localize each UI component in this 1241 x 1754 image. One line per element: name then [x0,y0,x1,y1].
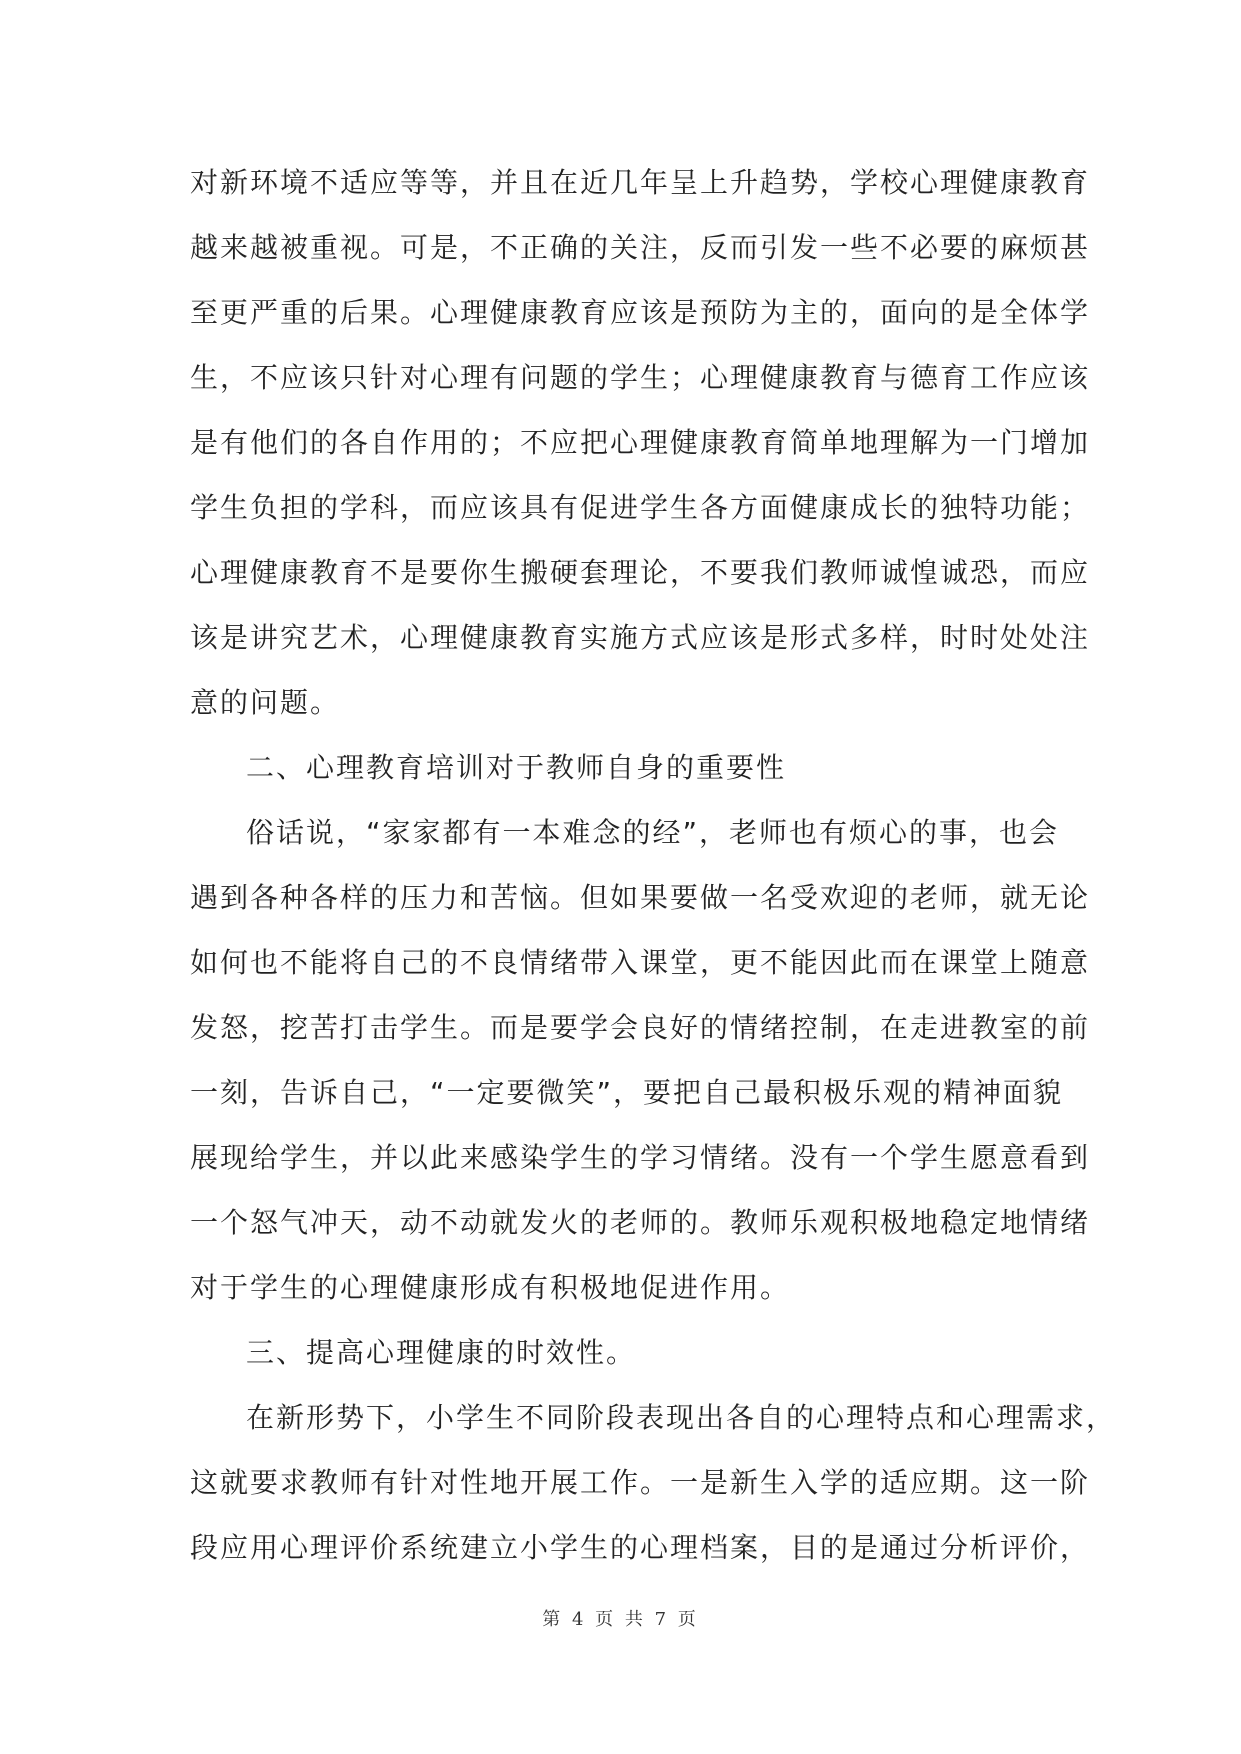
text-line: 遇到各种各样的压力和苦恼。但如果要做一名受欢迎的老师，就无论 [190,881,1091,914]
text-line: 俗话说，“家家都有一本难念的经”，老师也有烦心的事，也会 [246,816,1060,849]
text-line: 至更严重的后果。心理健康教育应该是预防为主的，面向的是全体学 [190,296,1091,329]
section-heading: 二、心理教育培训对于教师自身的重要性 [246,751,787,784]
text-line: 段应用心理评价系统建立小学生的心理档案，目的是通过分析评价， [190,1531,1091,1564]
text-line: 一刻，告诉自己，“一定要微笑”，要把自己最积极乐观的精神面貌 [190,1076,1064,1109]
text-line: 在新形势下，小学生不同阶段表现出各自的心理特点和心理需求， [246,1401,1117,1434]
text-line: 越来越被重视。可是，不正确的关注，反而引发一些不必要的麻烦甚 [190,231,1091,264]
text-line: 如何也不能将自己的不良情绪带入课堂，更不能因此而在课堂上随意 [190,946,1091,979]
text-line: 发怒，挖苦打击学生。而是要学会良好的情绪控制，在走进教室的前 [190,1011,1091,1044]
text-line: 是有他们的各自作用的；不应把心理健康教育简单地理解为一门增加 [190,426,1091,459]
text-line: 生，不应该只针对心理有问题的学生；心理健康教育与德育工作应该 [190,361,1091,394]
text-line: 心理健康教育不是要你生搬硬套理论，不要我们教师诚惶诚恐，而应 [190,556,1091,589]
text-line: 对新环境不适应等等，并且在近几年呈上升趋势，学校心理健康教育 [190,166,1091,199]
text-line: 意的问题。 [190,686,341,719]
text-line: 学生负担的学科，而应该具有促进学生各方面健康成长的独特功能； [190,491,1091,524]
text-line: 对于学生的心理健康形成有积极地促进作用。 [190,1271,791,1304]
text-line: 这就要求教师有针对性地开展工作。一是新生入学的适应期。这一阶 [190,1466,1091,1499]
section-heading: 三、提高心理健康的时效性。 [246,1336,637,1369]
body-text [190,150,1117,1580]
page-number-footer: 第 4 页 共 7 页 [542,1609,699,1630]
text-line: 一个怒气冲天，动不动就发火的老师的。教师乐观积极地稳定地情绪 [190,1206,1091,1239]
text-line: 该是讲究艺术，心理健康教育实施方式应该是形式多样，时时处处注 [190,621,1091,654]
text-line: 展现给学生，并以此来感染学生的学习情绪。没有一个学生愿意看到 [190,1141,1091,1174]
